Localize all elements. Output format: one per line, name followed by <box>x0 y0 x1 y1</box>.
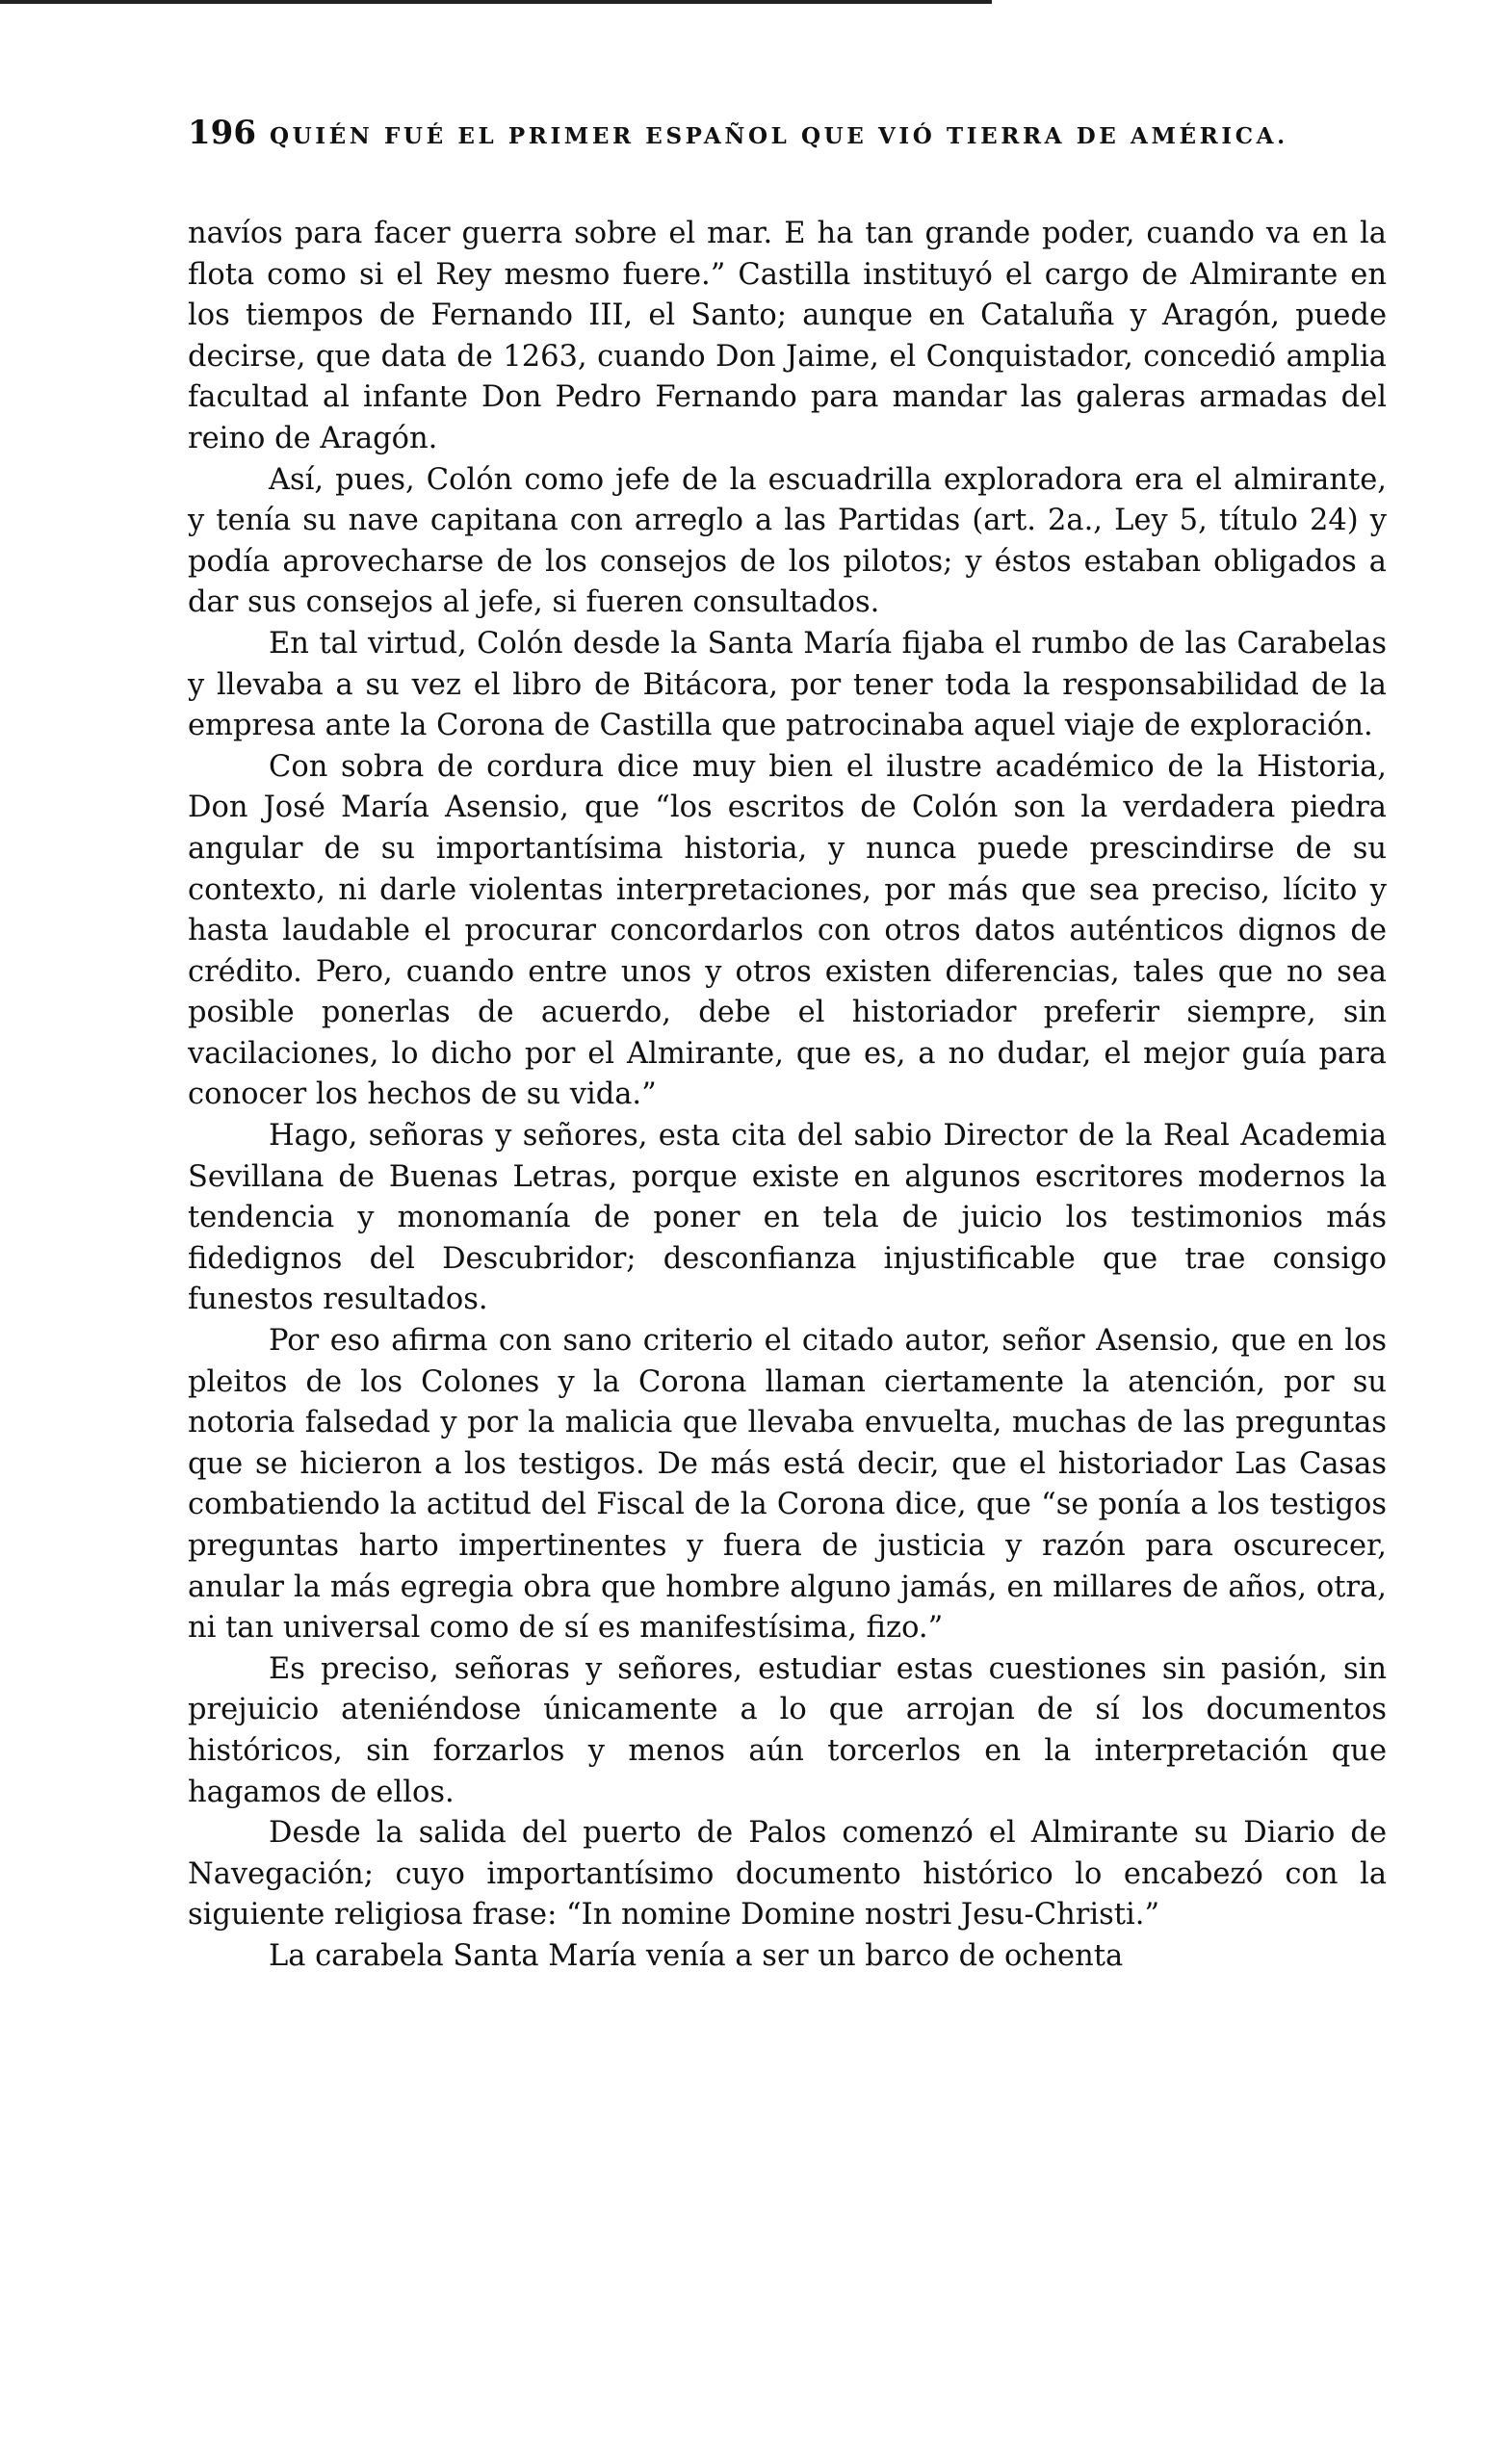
paragraph-4: Con sobra de cordura dice muy bien el ilustre académico de la Historia, Don José María Asensio, que “los escritos de Colón son la verdadera piedra angular de su importantísima historia, y nunca puede prescindirse de su contexto, ni darle violentas interpretaciones, por más que sea preciso, lícito y hasta laudable el procurar concordarlos con otros datos auténticos dignos de crédito. Pero, cuando entre unos y otros existen diferencias, tales que no sea posible ponerlas de acuerdo, debe el historiador preferir siempre, sin vacilaciones, lo dicho por el Almirante, que es, a no dudar, el mejor guía para conocer los hechos de su vida.” <box>188 749 1387 1112</box>
paragraph-2: Así, pues, Colón como jefe de la escuadrilla exploradora era el almirante, y tenía su nave capitana con arreglo a las Partidas (art. 2a., Ley 5, título 24) y podía aprovecharse de los consejos de los pilotos; y éstos estaban obligados a dar sus consejos al jefe, si fueren consultados. <box>188 462 1387 620</box>
book-page <box>188 114 1387 1978</box>
body-text <box>188 214 1387 1978</box>
page-number: 196 <box>188 114 256 152</box>
top-rule <box>0 0 992 4</box>
running-head <box>188 114 1387 171</box>
paragraph-8: Desde la salida del puerto de Palos comenzó el Almirante su Diario de Navegación; cuyo importantísimo documento histórico lo encabezó con la siguiente religiosa frase: “In nomine Domine nostri Jesu-Christi.” <box>188 1816 1387 1932</box>
paragraph-7: Es preciso, señoras y señores, estudiar estas cuestiones sin pasión, sin prejuicio ateniéndose únicamente a lo que arrojan de sí los documentos históricos, sin forzarlos y menos aún torcerlos en la interpretación que hagamos de ellos. <box>188 1651 1387 1809</box>
running-head-title: QUIÉN FUÉ EL PRIMER ESPAÑOL QUE VIÓ TIERRA DE AMÉRICA. <box>269 123 1288 149</box>
paragraph-5: Hago, señoras y señores, esta cita del sabio Director de la Real Academia Sevillana de Buenas Letras, porque existe en algunos escritores modernos la tendencia y monomanía de poner en tela de juicio los testimonios más fidedignos del Descubridor; desconfianza injustificable que trae consigo funestos resultados. <box>188 1119 1387 1317</box>
paragraph-9: La carabela Santa María venía a ser un barco de ochenta <box>269 1938 1124 1973</box>
paragraph-3: En tal virtud, Colón desde la Santa María fijaba el rumbo de las Carabelas y llevaba a su vez el libro de Bitácora, por tener toda la responsabilidad de la empresa ante la Corona de Castilla que patrocinaba aquel viaje de exploración. <box>188 626 1387 743</box>
paragraph-1: navíos para facer guerra sobre el mar. E ha tan grande poder, cuando va en la flota como si el Rey mesmo fuere.” Castilla instituyó el cargo de Almirante en los tiempos de Fernando III, el Santo; aunque en Cataluña y Aragón, puede decirse, que data de 1263, cuando Don Jaime, el Conquistador, concedió amplia facultad al infante Don Pedro Fernando para mandar las galeras armadas del reino de Aragón. <box>188 217 1387 455</box>
paragraph-6: Por eso afirma con sano criterio el citado autor, señor Asensio, que en los pleitos de los Colones y la Corona llaman ciertamente la atención, por su notoria falsedad y por la malicia que llevaba envuelta, muchas de las preguntas que se hicieron a los testigos. De más está decir, que el historiador Las Casas combatiendo la actitud del Fiscal de la Corona dice, que “se ponía a los testigos preguntas harto impertinentes y fuera de justicia y razón para oscurecer, anular la más egregia obra que hombre alguno jamás, en millares de años, otra, ni tan universal como de sí es manifestísima, fizo.” <box>188 1324 1387 1646</box>
